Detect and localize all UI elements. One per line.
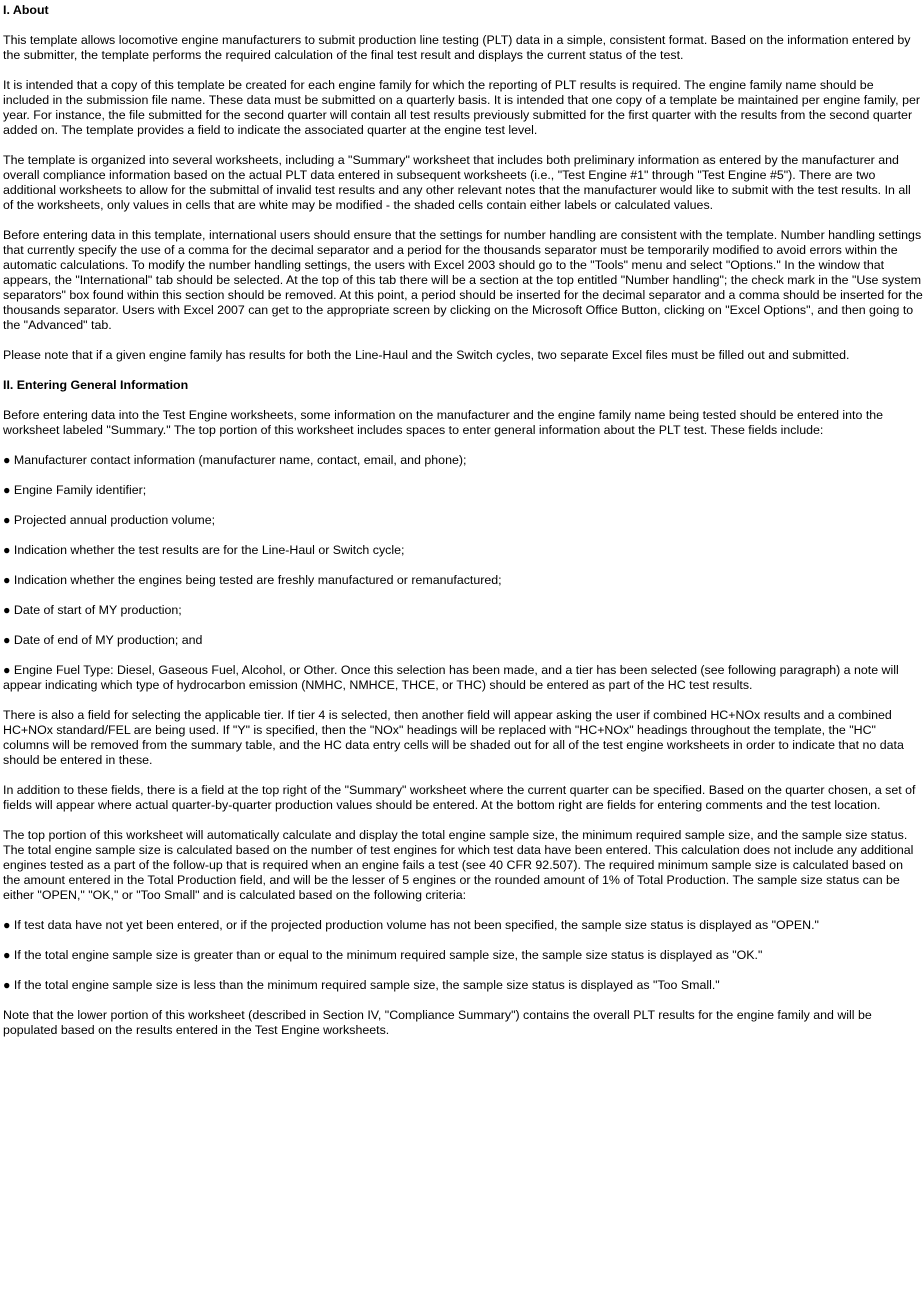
bullet-manufacture-type: ● Indication whether the engines being tested are freshly manufactured or remanufactured; [3, 573, 502, 587]
criteria-too-small: ● If the total engine sample size is less than the minimum required sample size, the sample size status is displayed as "Too Small." [3, 978, 720, 992]
sample-size-paragraph: The top portion of this worksheet will automatically calculate and display the total engine sample size, the minimum required sample size, and the sample size status. The total engine sample size is calculated based on the number of test engines for which test data have been entered. This calculation does not include any additional engines tested as a part of the follow-up that is required when an engine fails a test (see 40 CFR 92.507). The required minimum sample size is calculated based on the amount entered in the Total Production field, and will be the lesser of 5 engines or the rounded amount of 1% of Total Production. The sample size status can be either "OPEN," "OK," or "Too Small" and is calculated based on the following criteria: [3, 828, 914, 902]
quarter-paragraph: In addition to these fields, there is a field at the top right of the "Summary" worksheet where the current quarter can be specified. Based on the quarter chosen, a set of fields will appear where actual quarter-by-quarter production values should be entered. At the bottom right are fields for entering comments and the test location. [3, 783, 916, 812]
bullet-cycle-type: ● Indication whether the test results are for the Line-Haul or Switch cycle; [3, 543, 405, 557]
bullet-end-date: ● Date of end of MY production; and [3, 633, 203, 647]
about-paragraph-5: Please note that if a given engine family has results for both the Line-Haul and the Switch cycles, two separate Excel files must be filled out and submitted. [3, 348, 850, 362]
about-paragraph-2: It is intended that a copy of this template be created for each engine family for which the reporting of PLT results is required. The engine family name should be included in the submission file name. These data must be submitted on a quarterly basis. It is intended that one copy of a template be maintained per engine family, per year. For instance, the file submitted for the second quarter will contain all test results previously submitted for the first quarter with the results from the second quarter added on. The template provides a field to indicate the associated quarter at the engine test level. [3, 78, 920, 137]
bullet-start-date: ● Date of start of MY production; [3, 603, 182, 617]
general-info-intro: Before entering data into the Test Engine worksheets, some information on the manufacturer and the engine family name being tested should be entered into the worksheet labeled "Summary." The top portion of this worksheet includes spaces to enter general information about the PLT test. These fields include: [3, 408, 884, 437]
bullet-production-volume: ● Projected annual production volume; [3, 513, 216, 527]
section-heading-about: I. About [3, 3, 49, 17]
tier-paragraph: There is also a field for selecting the applicable tier. If tier 4 is selected, then another field will appear asking the user if combined HC+NOx results and a combined HC+NOx standard/FEL are being used. If "Y" is specified, then the "NOx" headings will be replaced with "HC+NOx" headings throughout the template, the "HC" columns will be removed from the summary table, and the HC data entry cells will be shaded out for all of the test engine worksheets in order to indicate that no data should be entered in these. [3, 708, 904, 767]
bullet-manufacturer-contact: ● Manufacturer contact information (manufacturer name, contact, email, and phone); [3, 453, 467, 467]
closing-note: Note that the lower portion of this worksheet (described in Section IV, "Compliance Summary") contains the overall PLT results for the engine family and will be populated based on the results entered in the Test Engine worksheets. [3, 1008, 872, 1037]
criteria-ok: ● If the total engine sample size is greater than or equal to the minimum required sample size, the sample size status is displayed as "OK." [3, 948, 763, 962]
bullet-fuel-type: ● Engine Fuel Type: Diesel, Gaseous Fuel, Alcohol, or Other. Once this selection has been made, and a tier has been selected (see following paragraph) a note will appear indicating which type of hydrocarbon emission (NMHC, NMHCE, THCE, or THC) should be entered as part of the HC test results. [3, 663, 899, 692]
criteria-open: ● If test data have not yet been entered, or if the projected production volume has not been specified, the sample size status is displayed as "OPEN." [3, 918, 819, 932]
about-paragraph-3: The template is organized into several worksheets, including a "Summary" worksheet that includes both preliminary information as entered by the manufacturer and overall compliance information based on the actual PLT data entered in subsequent worksheets (i.e., "Test Engine #1" through "Test Engine #5"). There are two additional worksheets to allow for the submittal of invalid test results and any other relevant notes that the manufacturer would like to submit with the test results. In all of the worksheets, only values in cells that are white may be modified - the shaded cells contain either labels or calculated values. [3, 153, 911, 212]
bullet-engine-family: ● Engine Family identifier; [3, 483, 147, 497]
section-heading-general-information: II. Entering General Information [3, 378, 189, 392]
about-paragraph-4: Before entering data in this template, international users should ensure that the settings for number handling are consistent with the template. Number handling settings that currently specify the use of a comma for the decimal separator and a period for the thousands separator must be temporarily modified to avoid errors within the automatic calculations. To modify the number handling settings, the users with Excel 2003 should go to the "Tools" menu and select "Options." In the window that appears, the "International" tab should be selected. At the top of this tab there will be a section at the top entitled "Number handling"; the check mark in the "Use system separators" box found within this section should be removed. At this point, a period should be inserted for the decimal separator and a comma should be inserted for the thousands separator. Users with Excel 2007 can get to the appropriate screen by clicking on the Microsoft Office Button, clicking on "Excel Options", and then going to the "Advanced" tab. [3, 228, 923, 332]
about-paragraph-1: This template allows locomotive engine manufacturers to submit production line testing (PLT) data in a simple, consistent format. Based on the information entered by the submitter, the template performs the required calculation of the final test result and displays the current status of the test. [3, 33, 911, 62]
